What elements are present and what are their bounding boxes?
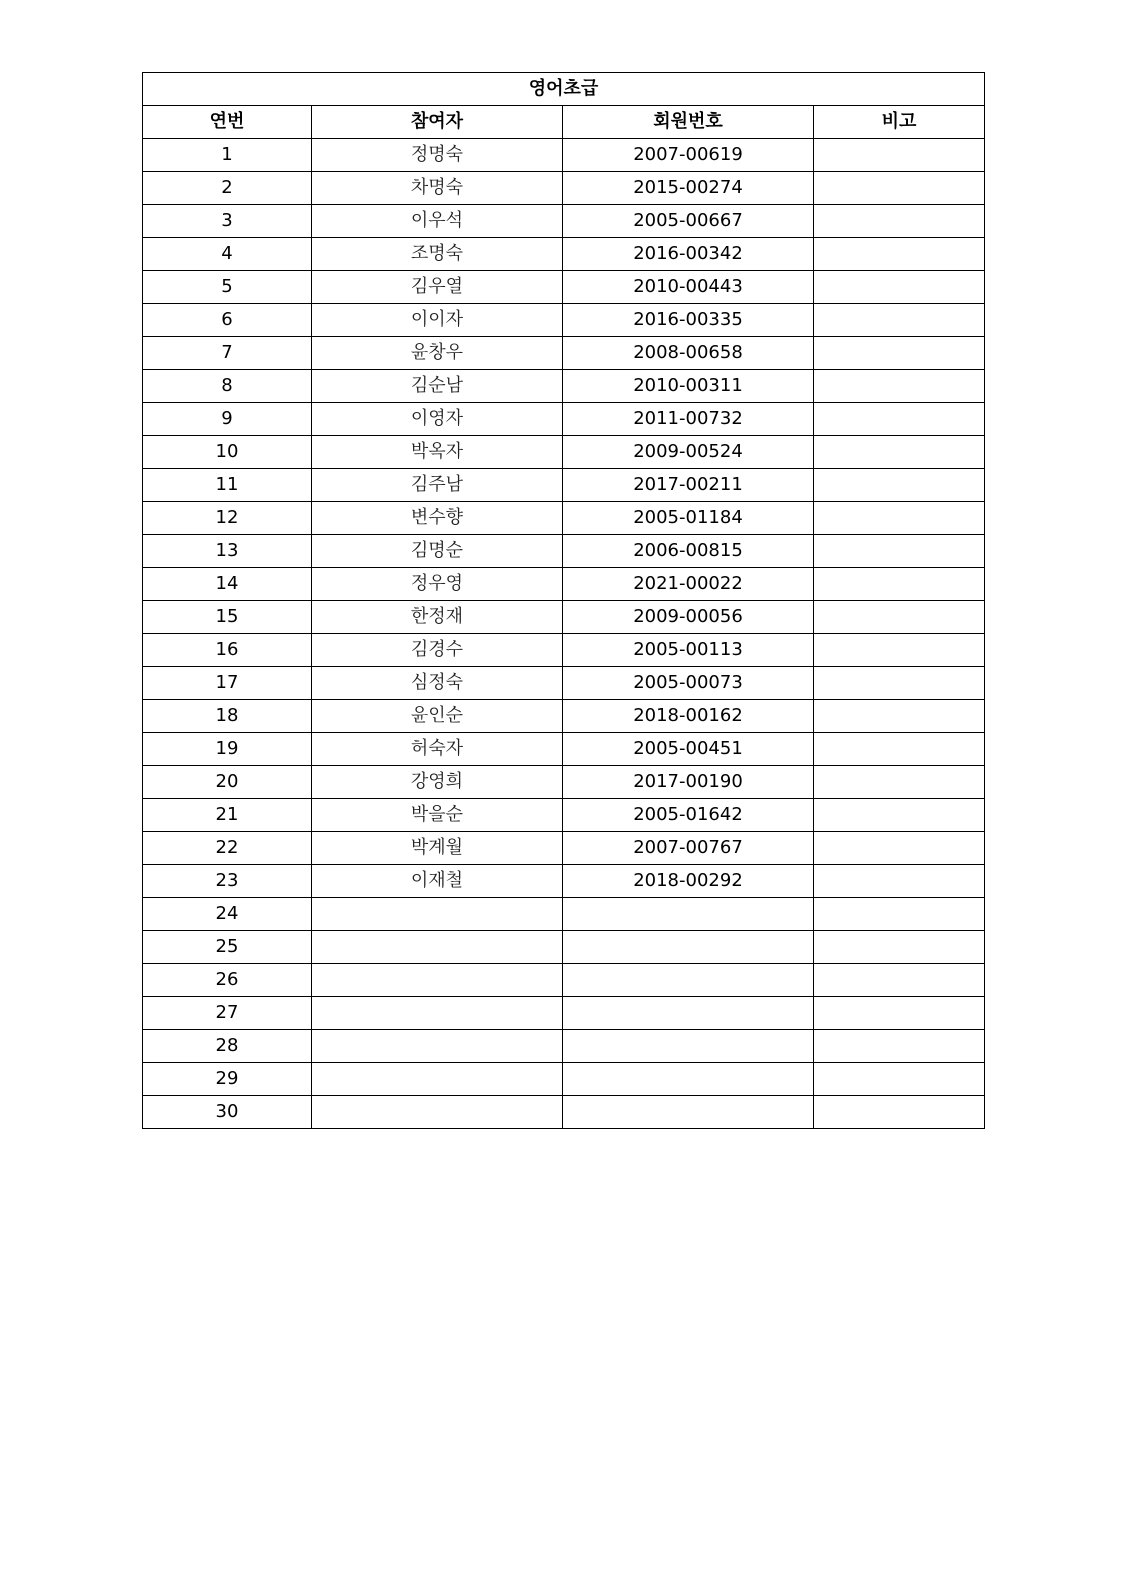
member-id-cell: 2016-00335 xyxy=(563,304,814,337)
row-number-cell: 16 xyxy=(143,634,312,667)
note-cell xyxy=(814,238,985,271)
participant-name-cell: 한정재 xyxy=(312,601,563,634)
row-number-cell: 26 xyxy=(143,964,312,997)
participant-name-cell: 김경수 xyxy=(312,634,563,667)
table-row xyxy=(143,898,985,931)
table-row xyxy=(143,337,985,370)
participant-name-cell: 차명숙 xyxy=(312,172,563,205)
note-cell xyxy=(814,271,985,304)
row-number-cell: 29 xyxy=(143,1063,312,1096)
table-row xyxy=(143,370,985,403)
member-id-cell: 2007-00767 xyxy=(563,832,814,865)
table-row xyxy=(143,964,985,997)
member-id-cell xyxy=(563,964,814,997)
note-cell xyxy=(814,172,985,205)
member-id-cell: 2009-00524 xyxy=(563,436,814,469)
title-row xyxy=(143,73,985,106)
member-id-cell: 2018-00162 xyxy=(563,700,814,733)
header-name: 참여자 xyxy=(312,106,563,139)
note-cell xyxy=(814,832,985,865)
row-number-cell: 19 xyxy=(143,733,312,766)
note-cell xyxy=(814,1096,985,1129)
member-id-cell: 2017-00211 xyxy=(563,469,814,502)
row-number-cell: 17 xyxy=(143,667,312,700)
table-row xyxy=(143,1063,985,1096)
member-id-cell xyxy=(563,1030,814,1063)
note-cell xyxy=(814,931,985,964)
member-id-cell: 2007-00619 xyxy=(563,139,814,172)
table-row xyxy=(143,238,985,271)
table-row xyxy=(143,139,985,172)
row-number-cell: 15 xyxy=(143,601,312,634)
row-number-cell: 30 xyxy=(143,1096,312,1129)
note-cell xyxy=(814,535,985,568)
table-row xyxy=(143,1030,985,1063)
member-id-cell: 2010-00443 xyxy=(563,271,814,304)
member-id-cell: 2021-00022 xyxy=(563,568,814,601)
participant-name-cell: 정우영 xyxy=(312,568,563,601)
note-cell xyxy=(814,865,985,898)
participant-name-cell xyxy=(312,1096,563,1129)
table-row xyxy=(143,568,985,601)
member-id-cell: 2005-00113 xyxy=(563,634,814,667)
member-id-cell xyxy=(563,1096,814,1129)
table-row xyxy=(143,502,985,535)
table-row xyxy=(143,865,985,898)
table-row xyxy=(143,535,985,568)
row-number-cell: 24 xyxy=(143,898,312,931)
participant-name-cell: 조명숙 xyxy=(312,238,563,271)
row-number-cell: 8 xyxy=(143,370,312,403)
note-cell xyxy=(814,502,985,535)
note-cell xyxy=(814,403,985,436)
table-row xyxy=(143,997,985,1030)
member-id-cell xyxy=(563,1063,814,1096)
member-id-cell: 2015-00274 xyxy=(563,172,814,205)
participant-name-cell xyxy=(312,1030,563,1063)
participant-name-cell: 이우석 xyxy=(312,205,563,238)
row-number-cell: 11 xyxy=(143,469,312,502)
row-number-cell: 28 xyxy=(143,1030,312,1063)
participant-name-cell: 윤창우 xyxy=(312,337,563,370)
member-id-cell: 2005-00073 xyxy=(563,667,814,700)
note-cell xyxy=(814,634,985,667)
note-cell xyxy=(814,304,985,337)
participant-name-cell: 허숙자 xyxy=(312,733,563,766)
row-number-cell: 5 xyxy=(143,271,312,304)
member-id-cell: 2005-01184 xyxy=(563,502,814,535)
member-id-cell: 2011-00732 xyxy=(563,403,814,436)
row-number-cell: 27 xyxy=(143,997,312,1030)
table-row xyxy=(143,304,985,337)
member-id-cell: 2010-00311 xyxy=(563,370,814,403)
row-number-cell: 1 xyxy=(143,139,312,172)
row-number-cell: 18 xyxy=(143,700,312,733)
participant-name-cell xyxy=(312,964,563,997)
row-number-cell: 2 xyxy=(143,172,312,205)
participant-name-cell: 김순남 xyxy=(312,370,563,403)
table-row xyxy=(143,1096,985,1129)
participant-name-cell xyxy=(312,931,563,964)
note-cell xyxy=(814,733,985,766)
member-id-cell: 2005-00667 xyxy=(563,205,814,238)
table-row xyxy=(143,832,985,865)
participant-name-cell: 윤인순 xyxy=(312,700,563,733)
note-cell xyxy=(814,436,985,469)
participant-name-cell xyxy=(312,898,563,931)
note-cell xyxy=(814,337,985,370)
member-id-cell: 2009-00056 xyxy=(563,601,814,634)
member-id-cell xyxy=(563,898,814,931)
participant-name-cell xyxy=(312,997,563,1030)
row-number-cell: 21 xyxy=(143,799,312,832)
row-number-cell: 12 xyxy=(143,502,312,535)
row-number-cell: 25 xyxy=(143,931,312,964)
participant-name-cell xyxy=(312,1063,563,1096)
table-row xyxy=(143,469,985,502)
table-body xyxy=(143,139,985,1129)
participant-name-cell: 박계월 xyxy=(312,832,563,865)
note-cell xyxy=(814,568,985,601)
participant-name-cell: 변수향 xyxy=(312,502,563,535)
note-cell xyxy=(814,1063,985,1096)
participant-name-cell: 박옥자 xyxy=(312,436,563,469)
table-row xyxy=(143,172,985,205)
note-cell xyxy=(814,964,985,997)
header-row xyxy=(143,106,985,139)
table-row xyxy=(143,436,985,469)
note-cell xyxy=(814,1030,985,1063)
note-cell xyxy=(814,370,985,403)
participant-name-cell: 심정숙 xyxy=(312,667,563,700)
participant-name-cell: 김명순 xyxy=(312,535,563,568)
note-cell xyxy=(814,898,985,931)
row-number-cell: 3 xyxy=(143,205,312,238)
member-id-cell: 2006-00815 xyxy=(563,535,814,568)
table-title: 영어초급 xyxy=(143,73,985,106)
participant-name-cell: 이이자 xyxy=(312,304,563,337)
note-cell xyxy=(814,997,985,1030)
table-row xyxy=(143,403,985,436)
member-id-cell: 2016-00342 xyxy=(563,238,814,271)
participant-name-cell: 이영자 xyxy=(312,403,563,436)
row-number-cell: 14 xyxy=(143,568,312,601)
participant-name-cell: 김우열 xyxy=(312,271,563,304)
row-number-cell: 10 xyxy=(143,436,312,469)
table-row xyxy=(143,205,985,238)
table-row xyxy=(143,766,985,799)
member-id-cell: 2005-00451 xyxy=(563,733,814,766)
participant-name-cell: 정명숙 xyxy=(312,139,563,172)
row-number-cell: 13 xyxy=(143,535,312,568)
table-row xyxy=(143,271,985,304)
header-member-id: 회원번호 xyxy=(563,106,814,139)
note-cell xyxy=(814,700,985,733)
row-number-cell: 23 xyxy=(143,865,312,898)
row-number-cell: 7 xyxy=(143,337,312,370)
table-row xyxy=(143,601,985,634)
table-row xyxy=(143,634,985,667)
participant-name-cell: 박을순 xyxy=(312,799,563,832)
table-row xyxy=(143,700,985,733)
member-id-cell: 2018-00292 xyxy=(563,865,814,898)
note-cell xyxy=(814,469,985,502)
table-row xyxy=(143,733,985,766)
participant-name-cell: 이재철 xyxy=(312,865,563,898)
member-id-cell xyxy=(563,997,814,1030)
header-note: 비고 xyxy=(814,106,985,139)
note-cell xyxy=(814,799,985,832)
row-number-cell: 20 xyxy=(143,766,312,799)
note-cell xyxy=(814,601,985,634)
member-id-cell: 2017-00190 xyxy=(563,766,814,799)
participant-name-cell: 강영희 xyxy=(312,766,563,799)
participant-name-cell: 김주남 xyxy=(312,469,563,502)
member-id-cell: 2008-00658 xyxy=(563,337,814,370)
member-id-cell: 2005-01642 xyxy=(563,799,814,832)
row-number-cell: 9 xyxy=(143,403,312,436)
table-row xyxy=(143,931,985,964)
member-id-cell xyxy=(563,931,814,964)
row-number-cell: 4 xyxy=(143,238,312,271)
row-number-cell: 6 xyxy=(143,304,312,337)
roster-table xyxy=(142,72,985,1129)
note-cell xyxy=(814,766,985,799)
table-row xyxy=(143,667,985,700)
note-cell xyxy=(814,667,985,700)
note-cell xyxy=(814,139,985,172)
table-row xyxy=(143,799,985,832)
row-number-cell: 22 xyxy=(143,832,312,865)
note-cell xyxy=(814,205,985,238)
header-no: 연번 xyxy=(143,106,312,139)
